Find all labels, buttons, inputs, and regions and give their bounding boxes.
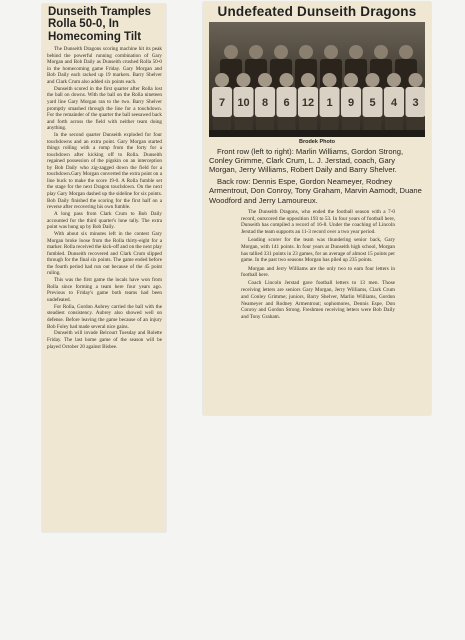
back-row-player-head — [299, 45, 313, 59]
left-paragraph: The Dunseith Dragons scoring machine hit its peak behind the powerful running combination of Gary Morgan and Bob Daily as Dunseith crushed Rolla 50-0 in the homecoming game Friday. Gary Morgan and Bob Daily each racked up 19 markers. Barry Shelver and Clark Crum also added six points each. — [47, 46, 162, 85]
back-row-player-head — [374, 45, 388, 59]
left-article-body — [42, 46, 166, 350]
back-row-player-head — [274, 45, 288, 59]
right-paragraph: Coach Lincoln Jerstad gave football letters to 13 men. Those receiving letters are seniors Gary Morgan, Jerry Williams, Clark Crum and Conley Grimme; juniors, Barry Shelver, Marlin Williams, Gordon Neameyer and Rodney Armentrout; sophomores, Dennis Espe, Don Conroy and Gordon Strong. Freshmen receiving letters were Bob Daily and Tony Graham. — [241, 280, 395, 320]
front-row-player-head — [280, 73, 294, 87]
front-row-player-head — [323, 73, 337, 87]
left-paragraph: Dunseith scored in the first quarter after Rolla lost the ball on downs. With the ball on the Rolla nineteen yard line Gary Morgan ran to the two. Barry Shelver promptly smashed through the line for a touchdown. For the remainder of the quarter the ball seesawed back and forth across the field with neither team doing anything. — [47, 85, 162, 132]
right-paragraph: The Dunseith Dragons, who ended the football season with a 7-0 record, outscored the opposition 193 to 53. In four years of football here, Dunseith has compiled a record of 16-8. Under the coaching of Lincoln Jerstad the team supports an 11-3 record over a two year period. — [241, 209, 395, 236]
left-paragraph: With about six minutes left in the contest Gary Morgan broke loose from the Rolla thirty-eight for a marker. Rolla received the kick-off and on the next play fumbled. Dunseith recovered and Clark Crum slipped through for the final six points. The game ended before the fourth period had run out because of the 45 point ruling. — [47, 231, 162, 277]
left-paragraph: For Rolla, Gordon Aubrey carried the ball with the steadiest consistency. Aubrey also showed well on defense. Before leaving the game because of an injury Bob Foley had made several nice gains. — [47, 303, 162, 330]
left-paragraph: A long pass from Clark Crum to Bob Daily accounted for the third quarter's lone tally. The extra point was hung up by Bob Daily. — [47, 211, 162, 231]
back-row-player-head — [324, 45, 338, 59]
right-news-clipping — [203, 2, 431, 415]
front-row-player-pants — [321, 117, 339, 131]
jersey-number: 5 — [369, 96, 376, 109]
left-paragraph: This was the first game the locals have won from Rolla since forming a team here four years ago. Previous to Friday's game both teams had been undefeated. — [47, 277, 162, 303]
photo-credit: Brodek Photo — [298, 138, 336, 145]
front-row-player-pants — [407, 117, 425, 131]
front-row-player-head — [215, 73, 229, 87]
back-row-player-head — [224, 45, 238, 59]
jersey-number: 10 — [237, 96, 250, 109]
jersey-number: 8 — [261, 96, 269, 109]
front-row-player-pants — [235, 117, 253, 131]
front-row-player-pants — [299, 117, 317, 131]
front-row-player-head — [387, 73, 401, 87]
front-row-player-head — [409, 73, 423, 87]
back-row-player-head — [349, 45, 363, 59]
front-row-player-pants — [278, 117, 296, 131]
front-row-player-pants — [385, 117, 403, 131]
jersey-number: 12 — [301, 96, 315, 109]
front-row-player-pants — [213, 117, 231, 131]
left-paragraph: In the second quarter Dunseith exploded for four touchdowns and an extra point. Gary Morgan started things rolling with a romp from the forty for a touchdown after kicking off to Rolla. Dunseith regained possession of the pigskin on an interception by Bob Daily who zig-zagged down the field for a touchdown.Gary Morgan converted the extra point on a line buck to make the score 19-0. A Rolla fumble set the stage for the next Dragon touchdown. On the next play Gary Morgan dashed up the sideline for six points. Bob Daily finished the scoring for the first half on a reverse after recovering his own fumble. — [47, 132, 162, 211]
left-news-clipping — [42, 4, 166, 532]
jersey-number: 7 — [218, 96, 226, 109]
back-row-player-head — [249, 45, 263, 59]
right-headline: Undefeated Dunseith Dragons — [217, 4, 417, 19]
jersey-number: 6 — [283, 96, 290, 109]
front-row-player-head — [258, 73, 272, 87]
front-row-player-pants — [256, 117, 274, 131]
photo-ground — [209, 130, 425, 137]
jersey-number: 4 — [390, 96, 398, 109]
front-row-player-head — [366, 73, 380, 87]
team-photo-figures — [209, 22, 425, 137]
left-paragraph: Dunseith will invade Belcourt Tuesday and Rolette Friday. The last home game of the season will be played October 20 against Bisbee. — [47, 330, 162, 350]
left-headline-line-1: Dunseith Tramples — [48, 6, 151, 18]
team-photo — [209, 22, 425, 137]
caption-back-row: Back row: Dennis Espe, Gordon Neameyer, Rodney Armentrout, Don Conroy, Tony Graham, Marvin Aamodt, Duane Woodford and Jerry Lamoureux. — [209, 176, 422, 205]
jersey-number: 1 — [326, 96, 333, 109]
left-headline-line-3: Homecoming Tilt — [48, 30, 142, 43]
front-row-player-head — [301, 73, 315, 87]
front-row-player-pants — [364, 117, 382, 131]
left-headline-line-2: Rolla 50-0, In — [48, 18, 119, 31]
front-row-player-head — [344, 73, 358, 87]
jersey-number: 9 — [347, 96, 355, 109]
left-headline — [42, 4, 166, 46]
right-article-body — [203, 207, 431, 321]
front-row-player-head — [237, 73, 251, 87]
right-paragraph: Leading scorer for the team was thundering senior back, Gary Morgan, with 141 points. In four years at Dunseith high school, Morgan has tallied 331 points in 23 games, for an average of almost 15 points per game. In the past two seasons Morgan has piled up 235 points. — [241, 237, 395, 264]
back-row-player-head — [399, 45, 413, 59]
caption-front-row: Front row (left to right): Marlin Williams, Gordon Strong, Conley Grimme, Clark Crum, L. J. Jerstad, coach, Gary Morgan, Jerry Williams, Robert Daily and Barry Shelver. — [209, 146, 404, 175]
right-paragraph: Morgan and Jerry Williams are the only two to earn four letters in football here. — [241, 265, 395, 279]
jersey-number: 3 — [412, 96, 419, 109]
front-row-player-pants — [342, 117, 360, 131]
